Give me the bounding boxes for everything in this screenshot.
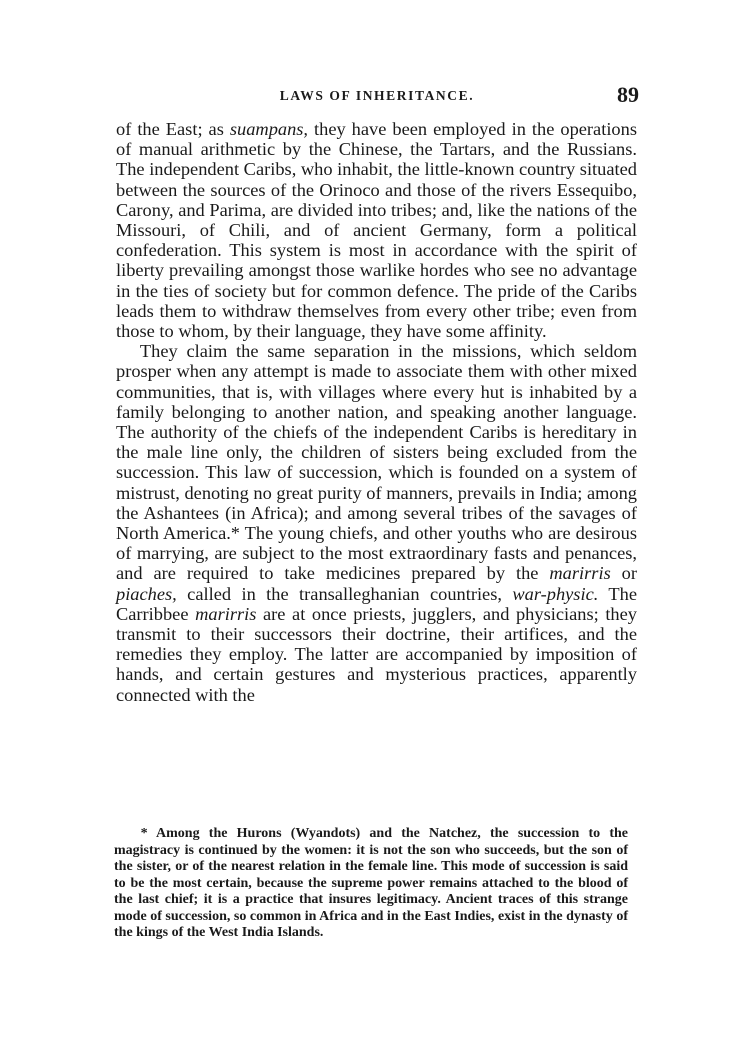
paragraph-2 <box>116 341 637 705</box>
italic-term: marirris <box>549 563 611 584</box>
text-run: The Carribbee <box>116 583 638 624</box>
footnote-paragraph <box>114 826 628 942</box>
page-number: 89 <box>617 82 639 107</box>
paragraph-1 <box>116 119 637 341</box>
footnote-text: Among the Hurons (Wyandots) and the Natchez, the succession to the magistracy is continued by the women: it is not the son who succeeds, but the son of the sister, or of the nearest relation in the female line. This mode of succession is said to be the most certain, because the supreme power remains attached to the blood of the last chief; it is a practice that insures legitimacy. Ancient traces of this strange mode of succession, so common in Africa and in the East Indies, exist in the dynasty of the kings of the West India Islands. <box>114 826 628 940</box>
text-run: they have been employed in the operations of manual arithmetic by the Chinese, the Tartars, and the Russians. The independent Caribs, who inhabit, the little-known country situated between the sources of the Orinoco and those of the rivers Essequibo, Carony, and Parima, are divided into tribes; and, like the nations of the Missouri, of Chili, and of ancient Germany, form a political confederation. This system is most in accordance with the spirit of liberty prevailing amongst those warlike hordes who see no advantage in the ties of society but for common defence. The pride of the Caribs leads them to withdraw themselves from every other tribe; even from those to whom, by their language, they have some affinity. <box>116 119 637 342</box>
italic-term: war-physic. <box>512 583 599 604</box>
text-run: are at once priests, jugglers, and physicians; they transmit to their successors their doctrine, their artifices, and the remedies they employ. The latter are accompanied by imposition of hands, and certain gestures and mysterious practices, apparently connected with the <box>116 603 637 705</box>
italic-term: piaches, <box>116 583 177 604</box>
footnote-reference: * <box>230 523 240 544</box>
italic-term: marirris <box>195 603 257 624</box>
text-run: of the East; as <box>116 119 230 139</box>
italic-term: suampans, <box>229 119 309 139</box>
running-head <box>115 84 639 108</box>
footnote <box>114 826 628 942</box>
text-run: The young chiefs, and other youths who are desirous of marrying, are subject to the most extraordinary fasts and penances, and are required to take medicines prepared by the <box>116 523 637 584</box>
body-text <box>116 119 637 705</box>
text-run: called in the transalleghanian countries, <box>176 583 513 604</box>
text-run: They claim the same separation in the missions, which seldom prosper when any attempt is made to associate them with other mixed communities, that is, with villages where every hut is inhabited by a family belonging to another nation, and speaking another language. The authority of the chiefs of the independent Caribs is hereditary in the male line only, the children of sisters being excluded from the succession. This law of succession, which is founded on a system of mistrust, denoting no great purity of manners, prevails in India; among the Ashantees (in Africa); and among several tribes of the savages of North America. <box>116 341 637 544</box>
running-title: LAWS OF INHERITANCE. <box>279 88 475 103</box>
text-run: or <box>610 563 637 584</box>
footnote-mark: * <box>140 826 157 841</box>
